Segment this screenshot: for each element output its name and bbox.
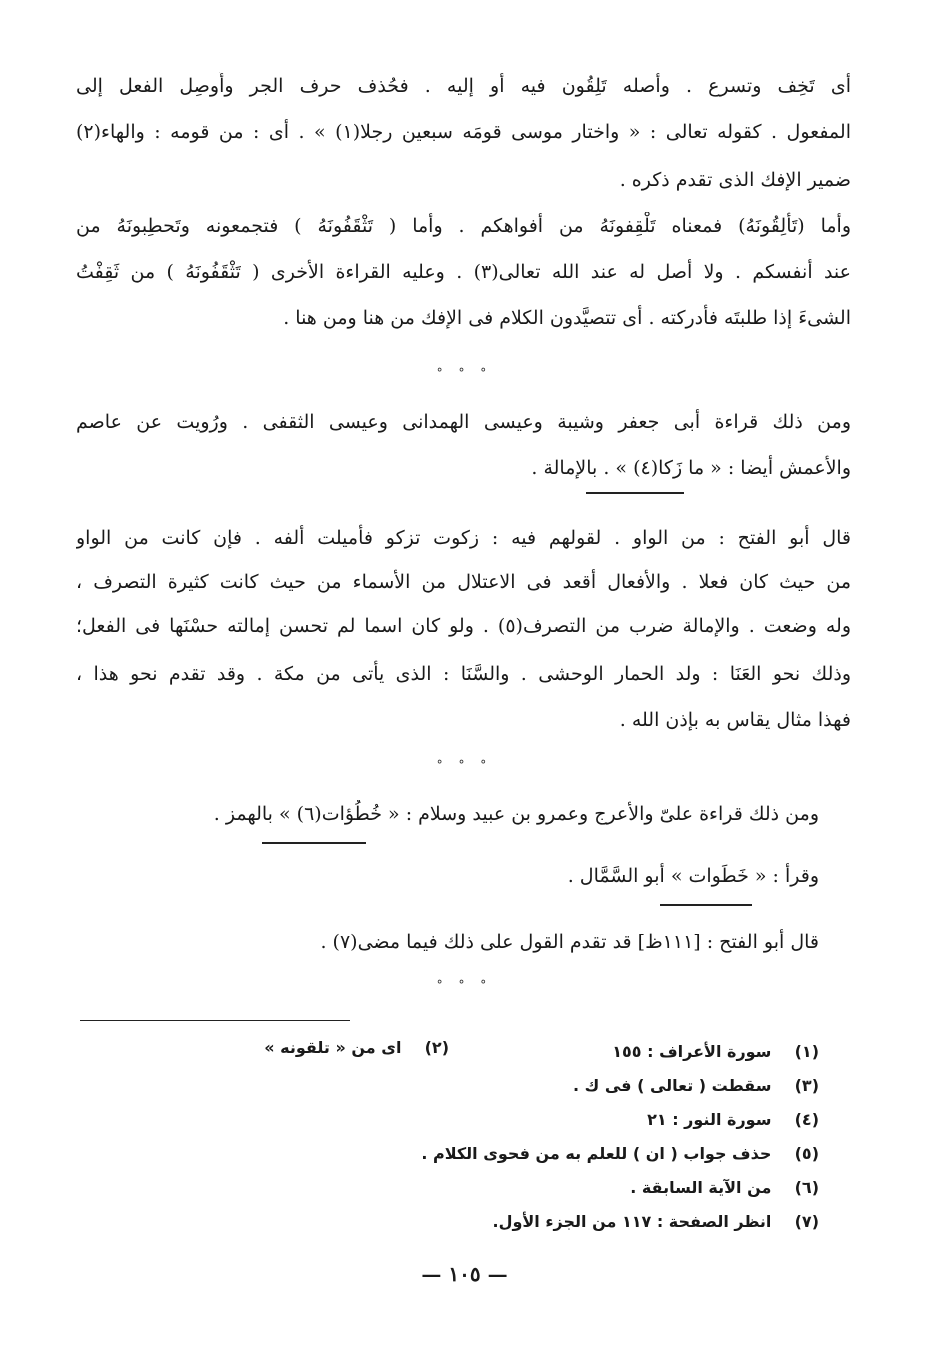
section-separator: ° ° °	[436, 978, 493, 992]
footnote-text: من الآية السابقة .	[630, 1178, 772, 1197]
text-line: قال أبو الفتح : [١١١ظ] قد تقدم القول على ذلك فيما مضى(٧) .	[320, 931, 819, 953]
quote-underline	[586, 492, 684, 494]
footnote	[492, 1210, 819, 1234]
footnote	[630, 1176, 819, 1200]
footnote	[264, 1036, 449, 1060]
footnote-text: انظر الصفحة : ١١٧ من الجزء الأول.	[492, 1212, 772, 1231]
quote-underline	[262, 842, 366, 844]
text-line: وأما (تَأْلِقُونَهُ) فمعناه تَلْقِفونَهُ من أفواهكم . وأما ( تَثْقَفُونَهُ ) فتجمعونه وتَحطِبونَهُ من	[76, 215, 851, 237]
footnote-number: (٤)	[794, 1110, 819, 1129]
text-line: المفعول . كقوله تعالى : « واختار موسى قومَه سبعين رجلا(١) » . أى : من قومه : والهاء(٢)	[76, 121, 851, 143]
footnote-number: (٧)	[794, 1212, 819, 1231]
footnote-number: (١)	[794, 1042, 819, 1061]
text-line: من حيث كان فعلا . والأفعال أقعد فى الاعتلال من الأسماء من حيث كانت كثيرة التصرف ،	[76, 571, 851, 593]
footnote	[647, 1108, 819, 1132]
footnote-rule	[80, 1020, 350, 1021]
quote-underline	[660, 904, 752, 906]
footnote-text: اى من « تلقونه »	[264, 1038, 402, 1057]
footnote-number: (٣)	[794, 1076, 819, 1095]
page-number: — ١٠٥ —	[421, 1262, 508, 1286]
text-line: ضمير الإفك الذى تقدم ذكره .	[619, 169, 851, 191]
footnote-number: (٥)	[794, 1144, 819, 1163]
text-line: ومن ذلك قراءة أبى جعفر وشيبة وعيسى الهمدانى وعيسى الثقفى . ورُويت عن عاصم	[76, 411, 851, 433]
text-line: أى تَخِف وتسرع . وأصله تَلِقُون فيه أو إليه . فحُذف حرف الجر وأُوصِل الفعل إلى	[76, 75, 851, 97]
text-line: ومن ذلك قراءة علىّ والأعرج وعمرو بن عبيد وسلام : « خُطُؤات(٦) » بالهمز .	[213, 803, 819, 825]
text-line: وقرأ : « خَطَوات » أبو السَّمَّال .	[567, 865, 819, 887]
text-line: وذلك نحو العَنَا : ولد الحمار الوحشى . والسَّنَا : الذى يأتى من مكة . وقد تقدم نحو هذا ،	[76, 663, 851, 685]
footnote-text: سورة الأعراف : ١٥٥	[612, 1042, 772, 1061]
footnote-number: (٦)	[794, 1178, 819, 1197]
section-separator: ° ° °	[436, 758, 493, 772]
footnote-text: سورة النور : ٢١	[647, 1110, 772, 1129]
footnote	[573, 1074, 819, 1098]
footnote-text: حذف جواب ( ان ) للعلم به من فحوى الكلام .	[421, 1144, 772, 1163]
section-separator: ° ° °	[436, 366, 493, 380]
text-line: وله وضعت . والإمالة ضرب من التصرف(٥) . ولو كان اسما لم تحسن إمالته حسْنَها فى الفعل؛	[76, 615, 851, 637]
text-line: فهذا مثال يقاس به بإذن الله .	[619, 709, 851, 731]
text-line: والأعمش أيضا : « ما زَكا(٤) » . بالإمالة .	[531, 457, 851, 479]
footnote-number: (٢)	[424, 1038, 449, 1057]
text-line: عند أنفسكم . ولا أصل له عند الله تعالى(٣) . وعليه القراءة الأخرى ( تَثْقَفُونَهُ ) من ثَقِفْتُ	[76, 261, 851, 283]
text-line: قال أبو الفتح : من الواو . لقولهم فيه : زكوت تزكو فأُميلت ألفه . فإن كانت من الواو	[76, 527, 851, 549]
text-line: الشىءَ إذا طلبتَه فأدركته . أى تتصيَّدون الكلام فى الإفك من هنا ومن هنا .	[283, 307, 851, 329]
footnote-text: سقطت ( تعالى ) فى ك .	[572, 1076, 772, 1095]
footnote	[421, 1142, 819, 1166]
footnote	[612, 1040, 819, 1064]
